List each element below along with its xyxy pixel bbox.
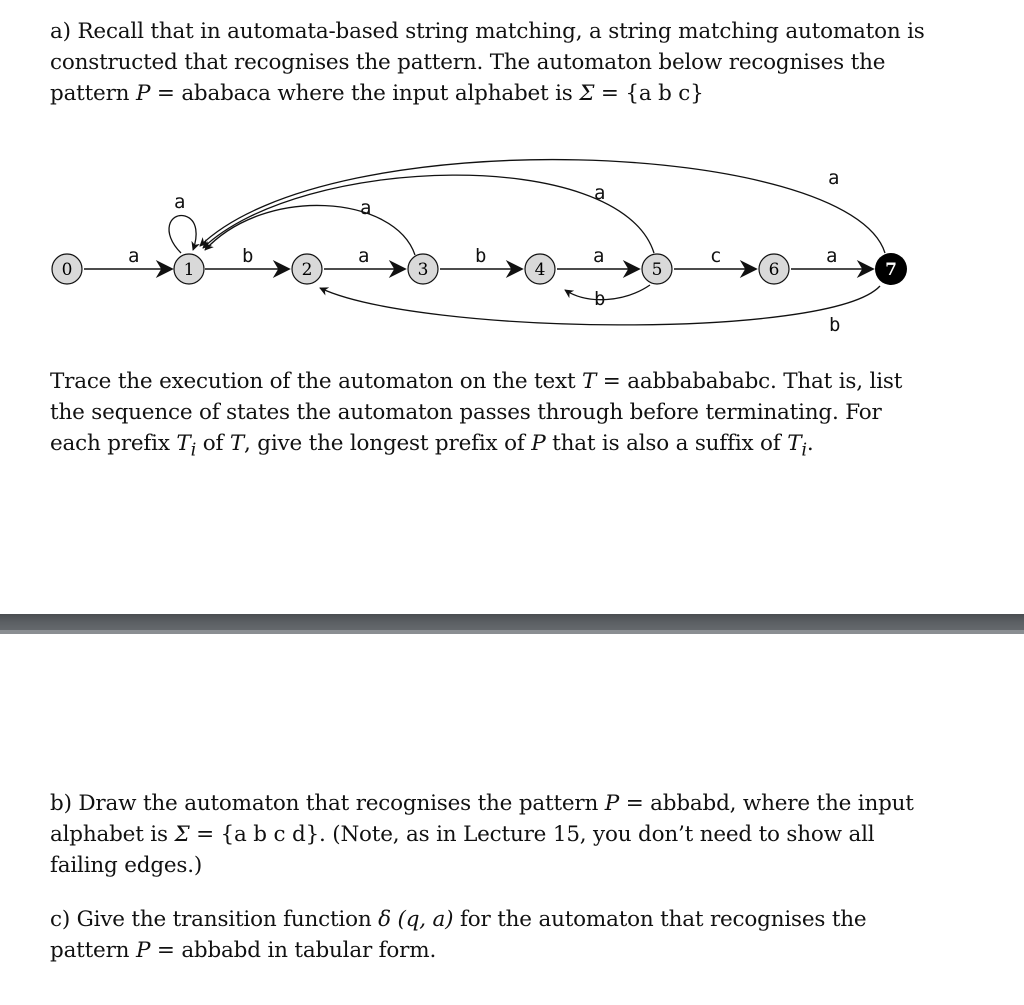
self-loop-1 [169,215,196,253]
pattern-variable: P [531,431,546,456]
text-span: alphabet is [50,822,175,847]
text-span: c) Give the transition function [50,907,379,932]
edge-5-4 [565,285,650,300]
trace-line-2: the sequence of states the automaton passes through before terminating. For [50,400,882,425]
label-5-4: b [594,288,606,310]
label-7-1: a [828,167,840,189]
question-b-line-2 [50,819,1010,850]
state-label: 1 [183,260,195,280]
state-label: 6 [768,260,780,280]
pattern-variable: P [135,938,151,963]
state-3 [408,254,438,284]
text-span: = aabbabababc. That is, list [596,369,903,394]
question-c-line-1 [50,904,1010,935]
text-span: pattern [50,938,136,963]
state-label: 4 [534,260,546,280]
state-label: 3 [417,260,429,280]
back-edges [169,160,885,325]
prefix-variable: T [176,431,191,456]
text-span: b) Draw the automaton that recognises the pattern [50,791,605,816]
text-span: , give the longest prefix of [244,431,532,456]
subscript: i [801,439,807,461]
prefix-variable: T [787,431,802,456]
question-c-line-2 [50,935,1010,966]
text-span: Trace the execution of the automaton on the text [50,369,583,394]
text-span: = ababaca where the input alphabet is [150,81,580,106]
text-span: each prefix [50,431,177,456]
subscript: i [190,439,197,461]
question-b-line-3: failing edges.) [50,853,203,878]
question-a-line-3 [50,78,1010,109]
state-1 [174,254,204,284]
text-span: . [806,431,814,456]
text-span: of [196,431,230,456]
state-0 [52,254,82,284]
pattern-variable: P [604,791,620,816]
state-6 [759,254,789,284]
edge-3-1 [205,205,415,255]
label-3-4: b [475,245,487,267]
question-a-text [50,16,1010,109]
text-variable: T [582,369,597,394]
state-4 [525,254,555,284]
trace-question-text [50,366,1010,465]
label-2-3: a [358,245,370,267]
text-span: pattern [50,81,136,106]
question-c-text [50,904,1010,966]
state-5 [642,254,672,284]
label-self-loop-1: a [174,191,186,213]
delta-symbol: δ [378,907,391,932]
state-label: 7 [885,260,897,280]
sigma-symbol: Σ [579,81,595,106]
label-0-1: a [128,245,140,267]
label-4-5: a [593,245,605,267]
question-a-line-2: constructed that recognises the pattern. The automaton below recognises the [50,50,886,75]
text-span: = abbabd in tabular form. [150,938,437,963]
text-span: that is also a suffix of [545,431,788,456]
text-span: = {a b c d}. (Note, as in Lecture 15, you don’t need to show all [189,822,875,847]
sigma-symbol: Σ [174,822,190,847]
text-span: = abbabd, where the input [619,791,914,816]
question-a-line-1: a) Recall that in automata-based string matching, a string matching automaton is [50,19,925,44]
state-label: 5 [651,260,663,280]
text-span: for the automaton that recognises the [453,907,867,932]
text-variable: T [229,431,245,456]
state-label: 2 [301,260,313,280]
page-divider [0,614,1024,634]
label-3-1: a [360,197,372,219]
question-b-line-1 [50,788,1010,819]
edge-5-1 [203,175,654,253]
state-7-accepting [875,253,907,285]
label-6-7: a [826,245,838,267]
question-b-text [50,788,1010,881]
text-span: = {a b c} [594,81,704,106]
pattern-variable: P [135,81,151,106]
label-5-1: a [594,182,606,204]
state-2 [292,254,322,284]
edge-labels [128,167,840,336]
label-5-6: c [710,245,722,267]
trace-line-3 [50,428,1010,465]
state-label: 0 [61,260,73,280]
trace-line-1 [50,366,1010,397]
label-7-2: b [829,314,841,336]
function-args: (q, a) [390,907,454,932]
label-1-2: b [242,245,254,267]
automaton-diagram [0,140,1024,350]
